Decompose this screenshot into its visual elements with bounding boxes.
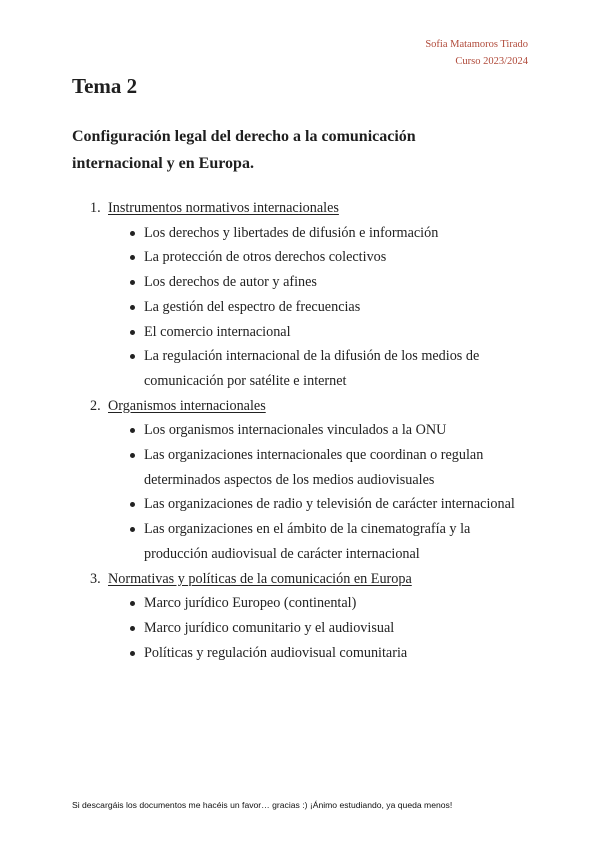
bullet-item: La regulación internacional de la difusión de los medios de comunicación por satélite e internet <box>108 344 532 393</box>
bullet-item: Los derechos y libertades de difusión e información <box>108 221 532 246</box>
page-header <box>425 36 528 70</box>
outline-section <box>72 567 532 666</box>
section-bullet-list <box>108 591 532 665</box>
bullet-item: Los derechos de autor y afines <box>108 270 532 295</box>
bullet-item: Las organizaciones en el ámbito de la cinematografía y la producción audiovisual de carácter internacional <box>108 517 532 566</box>
outline-section <box>72 394 532 567</box>
bullet-item: Los organismos internacionales vinculados a la ONU <box>108 418 532 443</box>
bullet-item: Las organizaciones de radio y televisión de carácter internacional <box>108 492 532 517</box>
section-title: Organismos internacionales <box>108 397 266 414</box>
bullet-item: Marco jurídico Europeo (continental) <box>108 591 532 616</box>
page-subtitle: Configuración legal del derecho a la comunicación internacional y en Europa. <box>72 128 416 172</box>
outline-section <box>72 196 532 394</box>
page-footer: Si descargáis los documentos me hacéis un favor… gracias :) ¡Ánimo estudiando, ya queda menos! <box>72 800 453 810</box>
section-number: 1. <box>90 200 101 216</box>
bullet-item: Políticas y regulación audiovisual comunitaria <box>108 641 532 666</box>
section-number: 2. <box>90 397 101 414</box>
author-name: Sofia Matamoros Tirado <box>425 39 528 50</box>
bullet-item: El comercio internacional <box>108 320 532 345</box>
page-title: Tema 2 <box>72 74 138 98</box>
course-year: Curso 2023/2024 <box>455 56 528 67</box>
section-title: Normativas y políticas de la comunicación en Europa <box>108 570 412 587</box>
section-number: 3. <box>90 570 101 587</box>
bullet-item: Las organizaciones internacionales que coordinan o regulan determinados aspectos de los medios audiovisuales <box>108 443 532 492</box>
bullet-item: La protección de otros derechos colectivos <box>108 245 532 270</box>
section-title: Instrumentos normativos internacionales <box>108 200 339 216</box>
section-bullet-list <box>108 418 532 566</box>
section-bullet-list <box>108 221 532 394</box>
topic-outline <box>72 196 532 665</box>
bullet-item: Marco jurídico comunitario y el audiovisual <box>108 616 532 641</box>
bullet-item: La gestión del espectro de frecuencias <box>108 295 532 320</box>
